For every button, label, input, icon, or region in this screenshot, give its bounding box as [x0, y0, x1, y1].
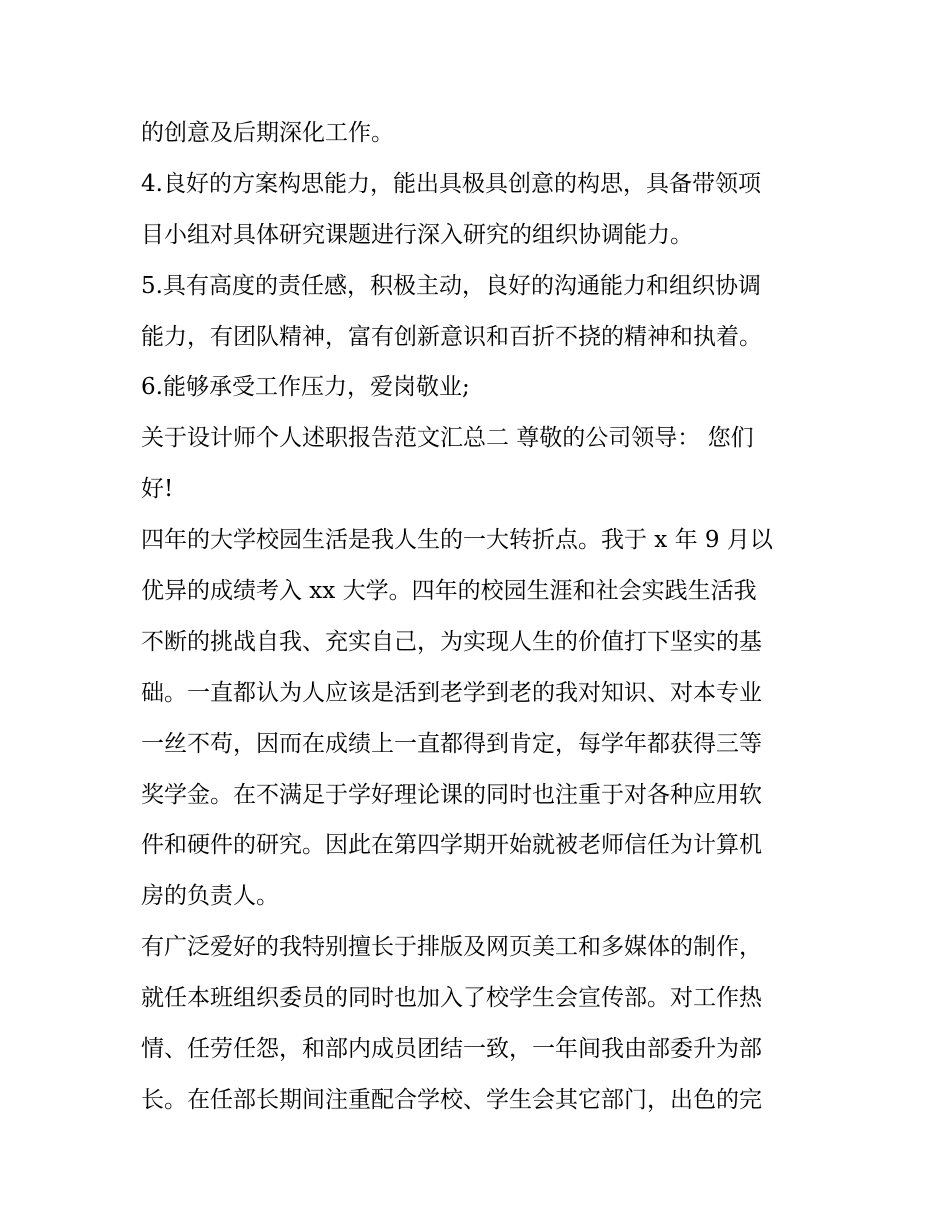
text-line: 情、任劳任怨，和部内成员团结一致，一年间我由部委升为部: [141, 1036, 762, 1063]
text-line: 奖学金。在不满足于学好理论课的同时也注重于对各种应用软: [141, 781, 762, 808]
text-line: 一丝不苟，因而在成绩上一直都得到肯定，每学年都获得三等: [141, 730, 762, 757]
text-line: 长。在任部长期间注重配合学校、学生会其它部门，出色的完: [141, 1086, 762, 1113]
text-line: 4.良好的方案构思能力，能出具极具创意的构思，具备带领项: [141, 170, 761, 197]
text-line: 关于设计师个人述职报告范文汇总二 尊敬的公司领导： 您们: [141, 425, 754, 452]
text-line: 好!: [141, 476, 174, 503]
text-line: 优异的成绩考入 xx 大学。四年的校园生涯和社会实践生活我: [141, 578, 757, 605]
text-line: 础。一直都认为人应该是活到老学到老的我对知识、对本专业: [141, 679, 762, 706]
text-line: 就任本班组织委员的同时也加入了校学生会宣传部。对工作热: [141, 985, 762, 1012]
text-line: 5.具有高度的责任感，积极主动，良好的沟通能力和组织协调: [141, 272, 761, 299]
text-line: 房的负责人。: [141, 883, 279, 910]
text-line: 有广泛爱好的我特别擅长于排版及网页美工和多媒体的制作，: [141, 934, 762, 961]
text-line: 四年的大学校园生活是我人生的一大转折点。我于 x 年 9 月以: [141, 527, 773, 554]
text-line: 不断的挑战自我、充实自己，为实现人生的价值打下坚实的基: [141, 628, 762, 655]
text-line: 6.能够承受工作压力，爱岗敬业;: [141, 374, 470, 401]
text-line: 能力，有团队精神，富有创新意识和百折不挠的精神和执着。: [141, 323, 762, 350]
document-body: [141, 108, 813, 1126]
text-line: 目小组对具体研究课题进行深入研究的组织协调能力。: [141, 221, 693, 248]
text-line: 件和硬件的研究。因此在第四学期开始就被老师信任为计算机: [141, 832, 762, 859]
text-line: 的创意及后期深化工作。: [141, 120, 394, 146]
